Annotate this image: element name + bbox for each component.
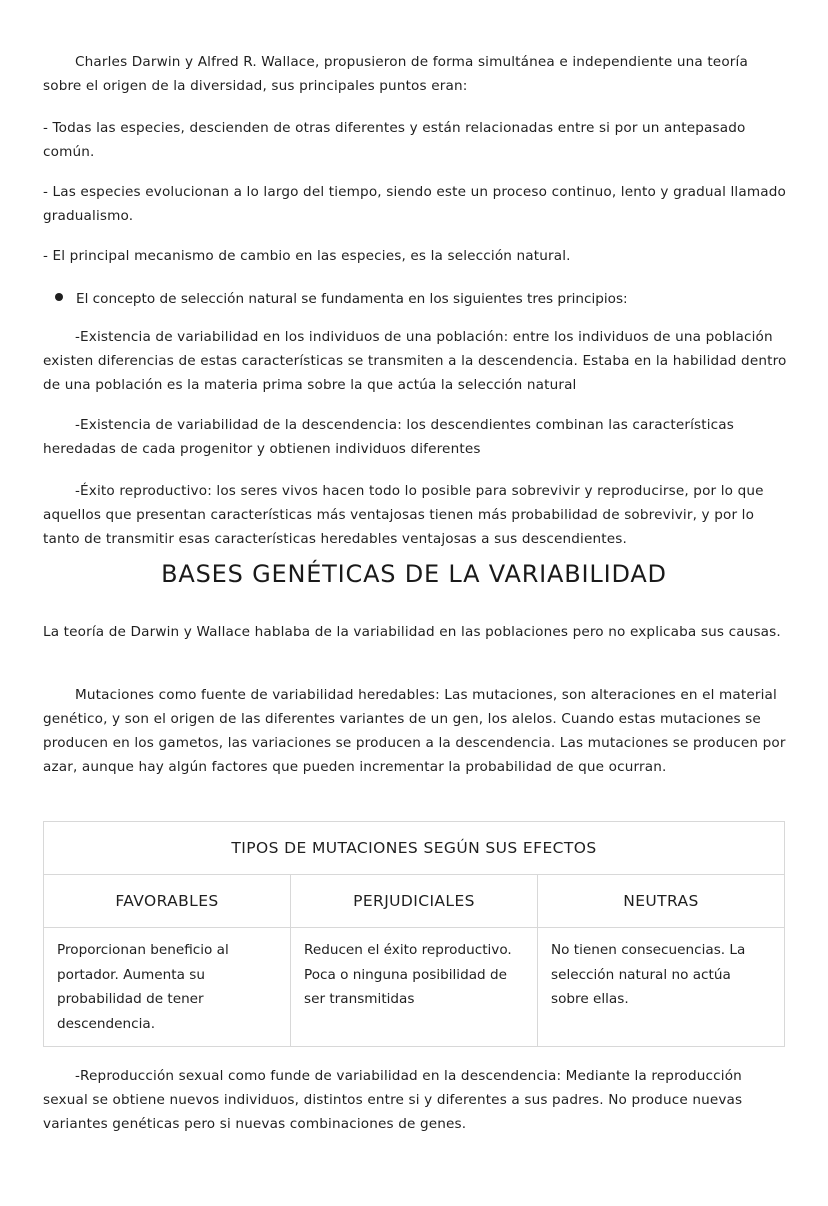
principle-variability-population: -Existencia de variabilidad en los individuos de una población: entre los individuos de una población existen diferencias de estas características se transmiten a la descendencia. Estaba en la habilidad dentro de una población es la materia prima sobre la que actúa la selección natural [43, 329, 787, 393]
theory-paragraph: La teoría de Darwin y Wallace hablaba de la variabilidad en las poblaciones pero no explicaba sus causas. [43, 624, 781, 640]
principle-reproductive-success: -Éxito reproductivo: los seres vivos hacen todo lo posible para sobrevivir y reproducirse, por lo que aquellos que presentan características más ventajosas tienen más probabilidad de sobrevivir, y por lo tanto de transmitir esas características heredables ventajosas a sus descendientes. [43, 483, 764, 547]
table-cell-perjudiciales: Reducen el éxito reproductivo. Poca o ninguna posibilidad de ser transmitidas [291, 928, 538, 1047]
point-common-ancestor: - Todas las especies, descienden de otras diferentes y están relacionadas entre si por un antepasado común. [43, 120, 746, 160]
bullet-item [55, 287, 628, 311]
section-heading: BASES GENÉTICAS DE LA VARIABILIDAD [161, 560, 667, 588]
table-cell-favorables: Proporcionan beneficio al portador. Aumenta su probabilidad de tener descendencia. [44, 928, 291, 1047]
bullet-dot-icon [55, 293, 63, 301]
principle-variability-offspring: -Existencia de variabilidad de la descendencia: los descendientes combinan las características heredadas de cada progenitor y obtienen individuos diferentes [43, 417, 734, 457]
closing-paragraph: -Reproducción sexual como funde de variabilidad en la descendencia: Mediante la reproducción sexual se obtiene nuevos individuos, distintos entre si y diferentes a sus padres. No produce nuevas variantes genéticas pero si nuevas combinaciones de genes. [43, 1068, 743, 1132]
table-header-perjudiciales: PERJUDICIALES [291, 875, 538, 928]
table-header-neutras: NEUTRAS [538, 875, 785, 928]
intro-paragraph: Charles Darwin y Alfred R. Wallace, propusieron de forma simultánea e independiente una teoría sobre el origen de la diversidad, sus principales puntos eran: [43, 54, 748, 94]
point-gradualism: - Las especies evolucionan a lo largo del tiempo, siendo este un proceso continuo, lento y gradual llamado gradualismo. [43, 184, 786, 224]
table-cell-neutras: No tienen consecuencias. La selección natural no actúa sobre ellas. [538, 928, 785, 1047]
mutations-paragraph: Mutaciones como fuente de variabilidad heredables: Las mutaciones, son alteraciones en el material genético, y son el origen de las diferentes variantes de un gen, los alelos. Cuando estas mutaciones se producen en los gametos, las variaciones se producen a la descendencia. Las mutaciones se producen por azar, aunque hay algún factores que pueden incrementar la probabilidad de que ocurran. [43, 687, 786, 775]
mutation-types-table [43, 821, 785, 1047]
bullet-text: El concepto de selección natural se fundamenta en los siguientes tres principios: [76, 291, 628, 307]
point-natural-selection: - El principal mecanismo de cambio en las especies, es la selección natural. [43, 248, 571, 264]
table-title: TIPOS DE MUTACIONES SEGÚN SUS EFECTOS [44, 822, 785, 875]
table-header-favorables: FAVORABLES [44, 875, 291, 928]
